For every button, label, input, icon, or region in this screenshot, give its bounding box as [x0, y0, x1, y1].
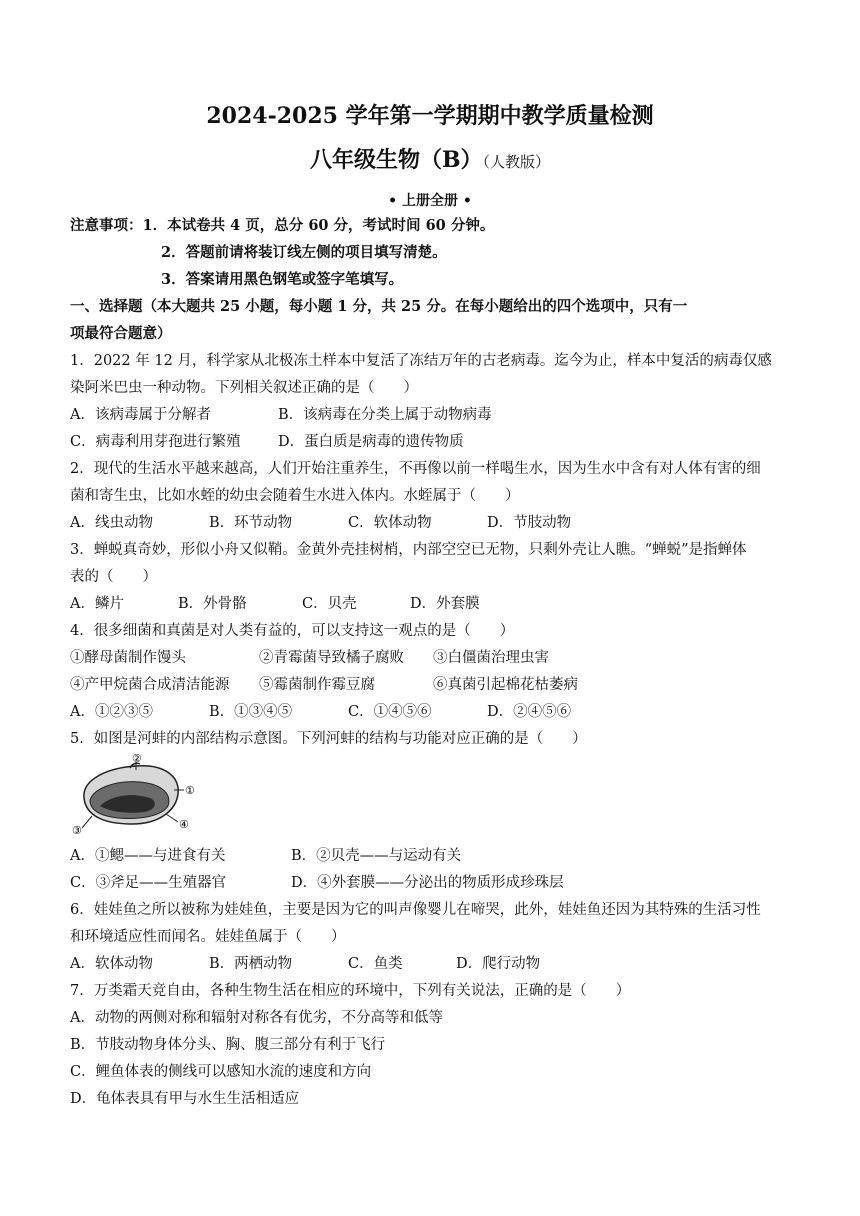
q4-items-row-2	[70, 675, 578, 695]
q4-option-a: A．①②③⑤	[70, 704, 153, 720]
q4-item-3: ③白僵菌治理虫害	[433, 650, 549, 666]
q4-options	[70, 702, 571, 722]
q2-option-d: D．节肢动物	[487, 515, 572, 531]
q1-option-c: C．病毒利用芽孢进行繁殖	[70, 434, 241, 450]
q3-option-c: C．贝壳	[302, 596, 357, 612]
q5-option-d: D．④外套膜——分泌出的物质形成珍珠层	[291, 875, 564, 891]
q1-option-b: B．该病毒在分类上属于动物病毒	[278, 407, 492, 423]
q5-option-b: B．②贝壳——与运动有关	[291, 848, 462, 864]
q1-stem-line-2: 染阿米巴虫一种动物。下列相关叙述正确的是（ ）	[70, 380, 418, 396]
q6-option-a: A．软体动物	[70, 956, 153, 972]
q1-option-a: A．该病毒属于分解者	[70, 407, 211, 423]
figure-label-3: ③	[72, 824, 82, 837]
q6-stem-line-1: 6．娃娃鱼之所以被称为娃娃鱼，主要是因为它的叫声像婴儿在啼哭，此外，娃娃鱼还因为其特殊的生活习性	[70, 902, 761, 918]
q2-option-b: B．环节动物	[209, 515, 293, 531]
q1-stem-line-1: 1．2022 年 12 月，科学家从北极冻土样本中复活了冻结万年的古老病毒。迄今为止，样本中复活的病毒仅感	[70, 353, 772, 369]
q4-item-4: ④产甲烷菌合成清洁能源	[70, 677, 230, 693]
q4-option-c: C．①④⑤⑥	[348, 704, 432, 720]
q5-options-row-2	[70, 873, 564, 893]
figure-label-2: ②	[132, 754, 142, 765]
subtitle-edition: （人教版）	[482, 153, 551, 171]
q5-option-c: C．③斧足——生殖器官	[70, 875, 227, 891]
exam-scope: • 上册全册 •	[388, 193, 472, 209]
q4-items-row-1	[70, 648, 549, 668]
q7-option-b: B．节肢动物身体分头、胸、腹三部分有利于飞行	[70, 1037, 386, 1053]
q7-option-a: A．动物的两侧对称和辐射对称各有优劣，不分高等和低等	[70, 1010, 443, 1026]
q5-option-a: A．①鳃——与进食有关	[70, 848, 226, 864]
q7-stem: 7．万类霜天竞自由，各种生物生活在相应的环境中，下列有关说法，正确的是（ ）	[70, 983, 631, 999]
note-item-3: 3．答案请用黑色钢笔或签字笔填写。	[161, 271, 404, 288]
q7-option-c: C．鲤鱼体表的侧线可以感知水流的速度和方向	[70, 1064, 372, 1080]
q3-stem-line-2: 表的（ ）	[70, 569, 157, 585]
section-heading-line-1: 一、选择题（本大题共 25 小题，每小题 1 分，共 25 分。在每小题给出的四个选项中，只有一	[70, 298, 688, 315]
q3-option-b: B．外骨骼	[178, 596, 247, 612]
figure-label-4: ④	[179, 818, 189, 831]
q2-stem-line-2: 菌和寄生虫，比如水蛭的幼虫会随着生水进入体内。水蛭属于（ ）	[70, 488, 520, 504]
q3-stem-line-1: 3．蝉蜕真奇妙，形似小舟又似鞘。金黄外壳挂树梢，内部空空已无物，只剩外壳让人瞧。“蝉蜕”是指蝉体	[70, 542, 747, 558]
q6-option-c: C．鱼类	[348, 956, 403, 972]
exam-subtitle	[0, 146, 860, 176]
note-item-1: 1．本试卷共 4 页，总分 60 分，考试时间 60 分钟。	[142, 217, 495, 234]
q1-options-row-2	[70, 432, 464, 452]
leader-line-4	[166, 814, 178, 822]
q6-option-d: D．爬行动物	[456, 956, 541, 972]
figure-label-1: ①	[185, 784, 195, 797]
q2-stem-line-1: 2．现代的生活水平越来越高，人们开始注重养生，不再像以前一样喝生水，因为生水中含有对人体有害的细	[70, 461, 761, 477]
mussel-structure-figure	[70, 754, 200, 838]
q2-option-a: A．线虫动物	[70, 515, 153, 531]
q3-option-a: A．鳞片	[70, 596, 124, 612]
exam-title: 2024-2025 学年第一学期期中教学质量检测	[206, 103, 654, 129]
leader-line-3	[82, 816, 92, 828]
q4-item-5: ⑤霉菌制作霉豆腐	[259, 677, 375, 693]
q2-options	[70, 513, 571, 533]
q6-stem-line-2: 和环境适应性而闻名。娃娃鱼属于（ ）	[70, 929, 346, 945]
q2-option-c: C．软体动物	[348, 515, 432, 531]
q5-options-row-1	[70, 846, 461, 866]
q6-options	[70, 954, 540, 974]
note-item-2: 2．答题前请将装订线左侧的项目填写清楚。	[161, 244, 447, 261]
q4-item-2: ②青霉菌导致橘子腐败	[259, 650, 404, 666]
q1-options-row-1	[70, 405, 492, 425]
q4-item-6: ⑥真菌引起棉花枯萎病	[433, 677, 578, 693]
q4-item-1: ①酵母菌制作馒头	[70, 650, 186, 666]
notes-label: 注意事项：	[70, 217, 143, 234]
section-heading-line-2: 项最符合题意）	[70, 325, 172, 342]
q4-option-b: B．①③④⑤	[209, 704, 293, 720]
q5-stem: 5．如图是河蚌的内部结构示意图。下列河蚌的结构与功能对应正确的是（ ）	[70, 731, 587, 747]
q7-option-d: D．龟体表具有甲与水生生活相适应	[70, 1091, 300, 1107]
q4-stem: 4．很多细菌和真菌是对人类有益的，可以支持这一观点的是（ ）	[70, 623, 515, 639]
q1-option-d: D．蛋白质是病毒的遗传物质	[278, 434, 464, 450]
q4-option-d: D．②④⑤⑥	[487, 704, 572, 720]
note-line-1	[70, 216, 494, 236]
subtitle-main: 八年级生物（B）	[309, 147, 483, 173]
q3-options	[70, 594, 480, 614]
q3-option-d: D．外套膜	[410, 596, 480, 612]
q6-option-b: B．两栖动物	[209, 956, 293, 972]
